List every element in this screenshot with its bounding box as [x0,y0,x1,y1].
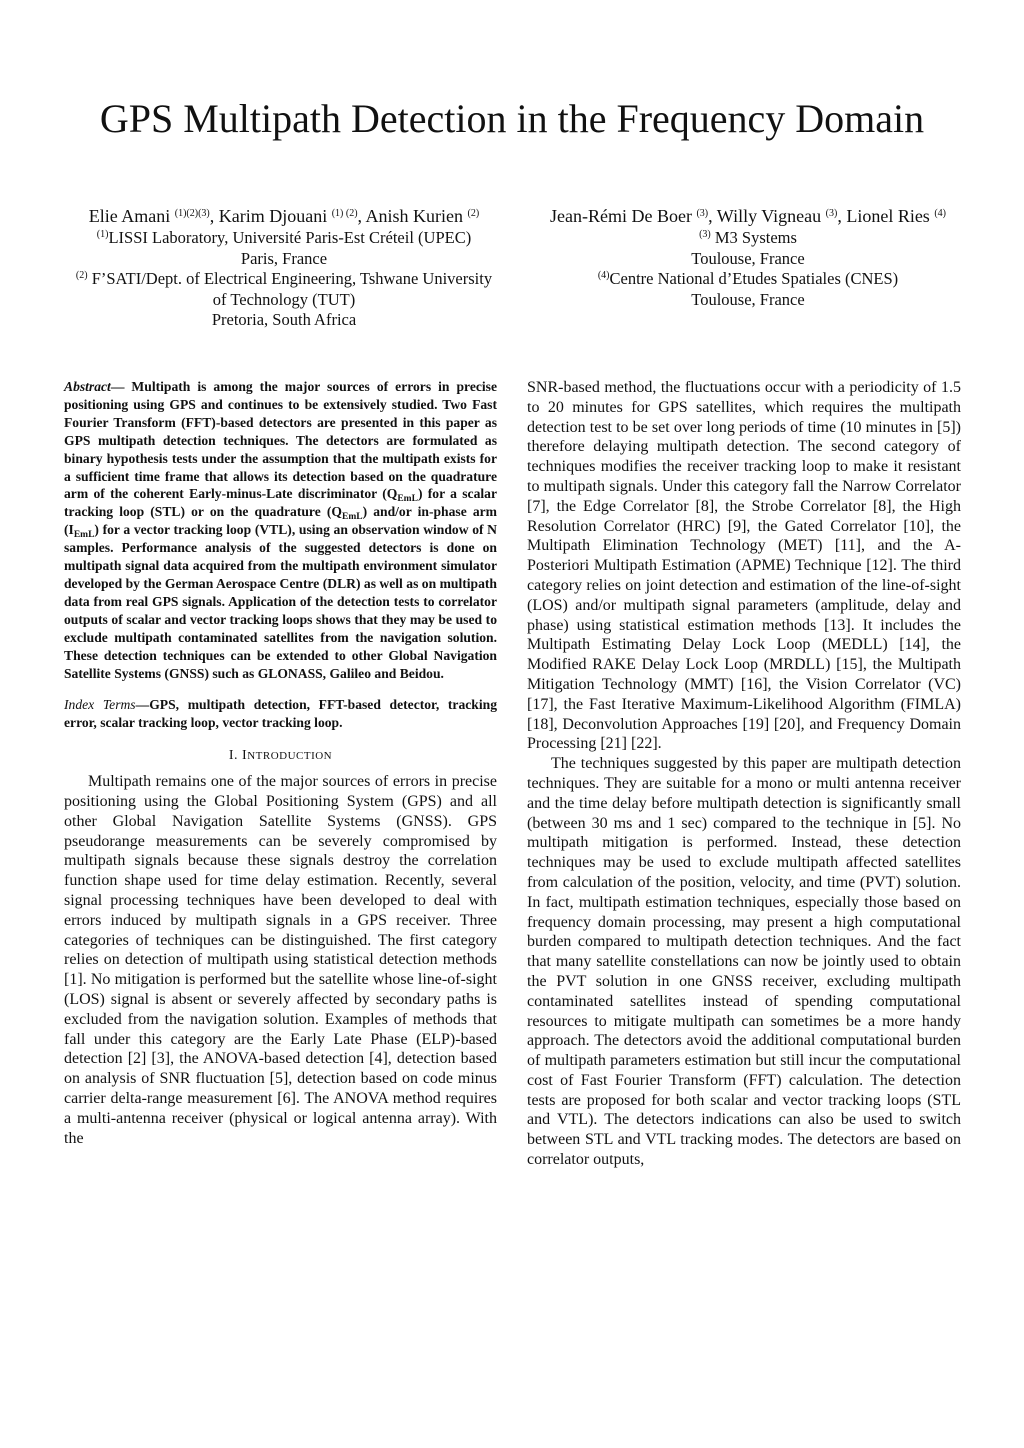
affiliation-marker: (3) [699,229,711,240]
affiliation-text: Centre National d’Etudes Spatiales (CNES) [609,269,899,288]
right-column [527,378,961,1170]
abstract-text: ) and/or in-phase arm (I [64,504,497,538]
affiliation-marker: (4) [597,270,610,281]
affiliation-marker: (2) [75,270,88,281]
author-affiliation-marker: (3) [825,208,838,219]
abstract-lead: Abstract [64,379,111,394]
affiliation-marker: (1) [96,229,109,240]
affiliation-line [58,269,510,290]
affiliation-city: Toulouse, France [691,289,805,309]
authors-left [58,205,510,331]
index-terms-lead: Index Terms [64,697,136,713]
section-numeral: I. I [228,748,248,764]
section-title-rest: NTRODUCTION [247,750,333,763]
affiliation-city: Pretoria, South Africa [211,310,357,329]
abstract-text: ) for a vector tracking loop (VTL), using an observation window of N samples. Performance analysis of the suggested detectors is done on multipath signal data acquired from the multipath environment simulator developed by the German Aerospace Centre (DLR) as well as on multipath data from real GPS signals. Application of the detection tests to correlator outputs of scalar and vector tracking loops shows that they may be used to exclude multipath contaminated satellites from the navigation solution. These detection techniques can be extended to other Global Navigation Satellite Systems (GNSS) such as GLONASS, Galileo and Beidou. [64,522,497,681]
author-names-right [522,205,974,227]
abstract-text: ) for a scalar tracking loop (STL) or on the quadrature (Q [64,486,497,520]
affiliation-text: M3 Systems [710,228,797,247]
affiliation-city: Toulouse, France [691,248,805,268]
index-terms-text: —GPS, multipath detection, FFT-based detector, tracking error, scalar tracking loop, vector tracking loop. [64,697,497,731]
affiliation-line [58,228,510,249]
author-name: Jean-Rémi De Boer [550,206,697,226]
affiliation-line [522,228,974,249]
abstract-text: — Multipath is among the major sources of errors in precise positioning using GPS and continues to be extensively studied. Two Fast Fourier Transform (FFT)-based detectors are presented in this paper as GPS multipath detection techniques. The detectors are formulated as binary hypothesis tests under the assumption that the multipath exists for a sufficient time frame that allows its detection based on the quadrature arm of the coherent Early-minus-Late discriminator (Q [64,379,497,502]
author-name: , Lionel Ries [837,206,935,226]
author-names-left [58,205,510,227]
abstract [64,378,497,682]
index-terms [64,696,497,732]
affiliation-text: of Technology (TUT) [212,289,356,309]
authors-right [522,205,974,310]
intro-paragraph-right-1: SNR-based method, the fluctuations occur with a periodicity of 1.5 to 20 minutes for GPS satellites, which requires the multipath detection test to be set over long periods of time (10 minutes in [5]) therefore delaying multipath detection. The second category of techniques modifies the receiver tracking loop to make it resistant to multipath signals. Under this category fall the Narrow Correlator [7], the Edge Correlator [8], the Strobe Correlator [8], the High Resolution Correlator (HRC) [9], the Gated Correlator [10], the Multipath Elimination Technology (MET) [11], and the A-Posteriori Multipath Estimation (APME) Technique [12]. The third category relies on joint detection and estimation of the line-of-sight (LOS) and/or multipath signal parameters (amplitude, delay and phase) using statistical estimation methods [13]. It includes the Multipath Estimating Delay Lock Loop (MEDLL) [14], the Modified RAKE Delay Lock Loop (MRDLL) [15], the Multipath Mitigation Technology (MMT) [16], the Vision Correlator (VC) [17], the Fast Iterative Maximum-Likelihood Algorithm (FIMLA) [18], Deconvolution Approaches [19] [20], and Frequency Domain Processing [21] [22]. [527,379,961,753]
author-affiliation-marker: (1)(2)(3) [174,208,210,219]
affiliation-line [522,269,974,290]
intro-paragraph-right-2: The techniques suggested by this paper are multipath detection techniques. They are suitable for a mono or multi antenna receiver and the time delay before multipath detection is significantly small (between 30 ms and 1 sec) compared to the technique in [5]. No multipath mitigation is performed. Instead, these detection techniques may be used to exclude multipath affected satellites from calculation of the position, velocity, and time (PVT) solution. In fact, multipath estimation techniques, especially those based on frequency domain processing, may present a high computational burden compared to multipath detection techniques. And the fact that many satellite constellations can now be jointly used to obtain the PVT solution in one GNSS receiver, excluding multipath contaminated satellites instead of spending computational resources to mitigate multipath can sometimes be a more handy approach. The detectors avoid the additional computational burden of multipath parameters estimation but still incur the computational cost of Fast Fourier Transform (FFT) calculation. The detection tests are proposed for both scalar and vector tracking loops (STL and VTL). The detectors indications can also be used to switch between STL and VTL tracking modes. The detectors are based on correlator outputs, [527,755,961,1169]
affiliation-text: F’SATI/Dept. of Electrical Engineering, Tshwane University [87,269,493,288]
author-name: Elie Amani [88,206,175,226]
left-column [64,378,497,1148]
section-heading-introduction [64,747,497,765]
affiliation-text: LISSI Laboratory, Université Paris-Est Créteil (UPEC) [108,228,472,247]
abstract-subscript: EmL [397,494,418,505]
affiliation-city: Paris, France [240,248,328,268]
author-affiliation-marker: (2) [467,208,480,219]
author-name: , Willy Vigneau [708,206,826,226]
abstract-subscript: EmL [341,512,363,523]
paper-title: GPS Multipath Detection in the Frequency Domain [99,96,925,141]
author-affiliation-marker: (3) [696,208,709,219]
abstract-subscript: EmL [73,530,95,541]
author-name: , Anish Kurien [357,206,468,226]
intro-paragraph-left: Multipath remains one of the major sources of errors in precise positioning using the Global Positioning System (GPS) and all other Global Navigation Satellite Systems (GNSS). GPS pseudorange measurements can be severely compromised by multipath signals because these signals destroy the correlation function shape used for time delay estimation. Recently, several signal processing techniques have been developed to deal with errors induced by multipath signals in a GPS receiver. Three categories of techniques can be distinguished. The first category relies on detection of multipath using statistical detection methods [1]. No mitigation is performed but the satellite whose line-of-sight (LOS) signal is absent or severely affected by secondary paths is excluded from the navigation solution. Examples of methods that fall under this category are the Early Late Phase (ELP)-based detection [2] [3], the ANOVA-based detection [4], detection based on analysis of SNR fluctuation [5], detection based on code minus carrier delta-range measurement [6]. The ANOVA method requires a multi-antenna receiver (physical or logical antenna array). With the [64,773,497,1147]
author-name: , Karim Djouani [209,206,332,226]
author-affiliation-marker: (4) [934,208,946,219]
author-affiliation-marker: (1) (2) [331,208,358,219]
